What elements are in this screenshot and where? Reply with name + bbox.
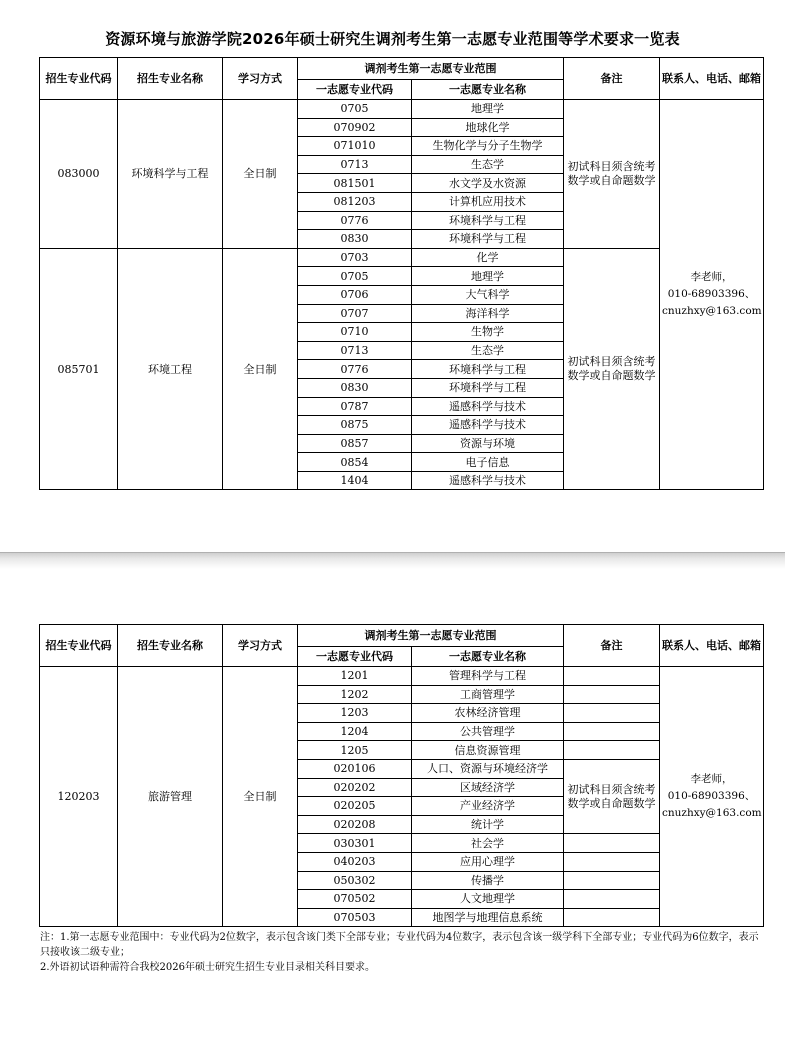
remark-cell-empty bbox=[564, 685, 660, 704]
study-mode: 全日制 bbox=[223, 100, 298, 249]
footnote-2: 2.外语初试语种需符合我校2026年硕士研究生招生专业目录相关科目要求。 bbox=[40, 962, 375, 973]
footnotes bbox=[40, 930, 764, 975]
first-choice-code: 0705 bbox=[298, 267, 412, 286]
first-choice-code: 0707 bbox=[298, 304, 412, 323]
contact-phone: 010-68903396、 bbox=[667, 790, 756, 803]
first-choice-name: 应用心理学 bbox=[412, 852, 564, 871]
first-choice-code: 0830 bbox=[298, 230, 412, 249]
first-choice-name: 计算机应用技术 bbox=[412, 192, 564, 211]
page-break-divider bbox=[0, 552, 785, 569]
first-choice-name: 统计学 bbox=[412, 815, 564, 834]
header-remark: 备注 bbox=[564, 58, 660, 100]
program-name: 旅游管理 bbox=[118, 667, 223, 927]
header-study-mode: 学习方式 bbox=[223, 58, 298, 100]
first-choice-name: 产业经济学 bbox=[412, 797, 564, 816]
contact-cell bbox=[660, 100, 764, 490]
first-choice-name: 人口、资源与环境经济学 bbox=[412, 759, 564, 778]
first-choice-name: 人文地理学 bbox=[412, 890, 564, 909]
first-choice-name: 环境科学与工程 bbox=[412, 230, 564, 249]
first-choice-code: 0713 bbox=[298, 341, 412, 360]
first-choice-code: 071010 bbox=[298, 137, 412, 156]
first-choice-code: 020202 bbox=[298, 778, 412, 797]
first-choice-name: 遥感科学与技术 bbox=[412, 416, 564, 435]
header-study-mode: 学习方式 bbox=[223, 625, 298, 667]
table-row bbox=[40, 248, 764, 267]
program-code: 083000 bbox=[40, 100, 118, 249]
first-choice-name: 资源与环境 bbox=[412, 434, 564, 453]
admission-table-2 bbox=[39, 624, 764, 927]
header-remark: 备注 bbox=[564, 625, 660, 667]
first-choice-code: 1404 bbox=[298, 471, 412, 490]
remark-cell: 初试科目须含统考数学或自命题数学 bbox=[564, 759, 660, 833]
remark-cell-empty bbox=[564, 890, 660, 909]
first-choice-name: 海洋科学 bbox=[412, 304, 564, 323]
first-choice-name: 生态学 bbox=[412, 155, 564, 174]
first-choice-code: 0706 bbox=[298, 285, 412, 304]
header-program-name: 招生专业名称 bbox=[118, 58, 223, 100]
first-choice-code: 0857 bbox=[298, 434, 412, 453]
first-choice-name: 区域经济学 bbox=[412, 778, 564, 797]
first-choice-code: 0787 bbox=[298, 397, 412, 416]
remark-cell-empty bbox=[564, 704, 660, 723]
study-mode: 全日制 bbox=[223, 667, 298, 927]
first-choice-name: 管理科学与工程 bbox=[412, 667, 564, 686]
remark-cell: 初试科目须含统考数学或自命题数学 bbox=[564, 100, 660, 249]
header-program-code: 招生专业代码 bbox=[40, 625, 118, 667]
first-choice-code: 1205 bbox=[298, 741, 412, 760]
first-choice-name: 生态学 bbox=[412, 341, 564, 360]
first-choice-name: 生物化学与分子生物学 bbox=[412, 137, 564, 156]
first-choice-name: 农林经济管理 bbox=[412, 704, 564, 723]
first-choice-code: 070502 bbox=[298, 890, 412, 909]
first-choice-code: 020106 bbox=[298, 759, 412, 778]
first-choice-name: 公共管理学 bbox=[412, 722, 564, 741]
first-choice-code: 030301 bbox=[298, 834, 412, 853]
contact-cell bbox=[660, 667, 764, 927]
first-choice-code: 1201 bbox=[298, 667, 412, 686]
first-choice-name: 生物学 bbox=[412, 323, 564, 342]
header-first-choice-code: 一志愿专业代码 bbox=[298, 80, 412, 100]
header-first-choice-name: 一志愿专业名称 bbox=[412, 80, 564, 100]
remark-cell-empty bbox=[564, 852, 660, 871]
contact-person: 李老师， bbox=[690, 271, 733, 284]
first-choice-code: 081203 bbox=[298, 192, 412, 211]
first-choice-name: 地理学 bbox=[412, 100, 564, 119]
program-name: 环境科学与工程 bbox=[118, 100, 223, 249]
first-choice-code: 081501 bbox=[298, 174, 412, 193]
header-first-choice-code: 一志愿专业代码 bbox=[298, 647, 412, 667]
contact-phone: 010-68903396、 bbox=[667, 288, 756, 301]
first-choice-name: 环境科学与工程 bbox=[412, 378, 564, 397]
admission-table-1 bbox=[39, 57, 764, 490]
remark-cell-empty bbox=[564, 722, 660, 741]
first-choice-code: 0703 bbox=[298, 248, 412, 267]
first-choice-name: 化学 bbox=[412, 248, 564, 267]
remark-cell-empty bbox=[564, 741, 660, 760]
header-program-name: 招生专业名称 bbox=[118, 625, 223, 667]
first-choice-code: 0710 bbox=[298, 323, 412, 342]
remark-cell-empty bbox=[564, 871, 660, 890]
remark-cell-empty bbox=[564, 908, 660, 927]
first-choice-code: 0875 bbox=[298, 416, 412, 435]
table-row bbox=[40, 667, 764, 686]
first-choice-code: 070902 bbox=[298, 118, 412, 137]
first-choice-name: 传播学 bbox=[412, 871, 564, 890]
first-choice-code: 050302 bbox=[298, 871, 412, 890]
first-choice-code: 020205 bbox=[298, 797, 412, 816]
remark-cell: 初试科目须含统考数学或自命题数学 bbox=[564, 248, 660, 490]
program-code: 120203 bbox=[40, 667, 118, 927]
first-choice-name: 地图学与地理信息系统 bbox=[412, 908, 564, 927]
first-choice-name: 地球化学 bbox=[412, 118, 564, 137]
remark-cell-empty bbox=[564, 667, 660, 686]
first-choice-code: 0830 bbox=[298, 378, 412, 397]
header-first-choice-name: 一志愿专业名称 bbox=[412, 647, 564, 667]
first-choice-name: 遥感科学与技术 bbox=[412, 471, 564, 490]
header-contact: 联系人、电话、邮箱 bbox=[660, 625, 764, 667]
first-choice-code: 0705 bbox=[298, 100, 412, 119]
table-row bbox=[40, 100, 764, 119]
contact-email: cnuzhxy@163.com bbox=[662, 807, 762, 820]
first-choice-name: 信息资源管理 bbox=[412, 741, 564, 760]
first-choice-code: 0776 bbox=[298, 360, 412, 379]
header-first-choice-range: 调剂考生第一志愿专业范围 bbox=[298, 625, 564, 647]
first-choice-name: 大气科学 bbox=[412, 285, 564, 304]
first-choice-name: 环境科学与工程 bbox=[412, 360, 564, 379]
header-contact: 联系人、电话、邮箱 bbox=[660, 58, 764, 100]
header-program-code: 招生专业代码 bbox=[40, 58, 118, 100]
remark-cell-empty bbox=[564, 834, 660, 853]
study-mode: 全日制 bbox=[223, 248, 298, 490]
first-choice-code: 040203 bbox=[298, 852, 412, 871]
first-choice-name: 环境科学与工程 bbox=[412, 211, 564, 230]
program-code: 085701 bbox=[40, 248, 118, 490]
first-choice-code: 020208 bbox=[298, 815, 412, 834]
program-name: 环境工程 bbox=[118, 248, 223, 490]
first-choice-code: 1202 bbox=[298, 685, 412, 704]
page-title: 资源环境与旅游学院2026年硕士研究生调剂考生第一志愿专业范围等学术要求一览表 bbox=[105, 30, 680, 48]
first-choice-name: 社会学 bbox=[412, 834, 564, 853]
footnote-1: 注：1.第一志愿专业范围中：专业代码为2位数字，表示包含该门类下全部专业；专业代码为4位数字，表示包含该一级学科下全部专业；专业代码为6位数字，表示只接收该二级专业； bbox=[40, 932, 759, 958]
first-choice-name: 水文学及水资源 bbox=[412, 174, 564, 193]
first-choice-name: 工商管理学 bbox=[412, 685, 564, 704]
first-choice-code: 0713 bbox=[298, 155, 412, 174]
first-choice-name: 遥感科学与技术 bbox=[412, 397, 564, 416]
first-choice-code: 0854 bbox=[298, 453, 412, 472]
first-choice-name: 地理学 bbox=[412, 267, 564, 286]
first-choice-code: 0776 bbox=[298, 211, 412, 230]
header-first-choice-range: 调剂考生第一志愿专业范围 bbox=[298, 58, 564, 80]
contact-person: 李老师， bbox=[690, 773, 733, 786]
first-choice-code: 1204 bbox=[298, 722, 412, 741]
contact-email: cnuzhxy@163.com bbox=[662, 305, 762, 318]
first-choice-name: 电子信息 bbox=[412, 453, 564, 472]
first-choice-code: 1203 bbox=[298, 704, 412, 723]
first-choice-code: 070503 bbox=[298, 908, 412, 927]
